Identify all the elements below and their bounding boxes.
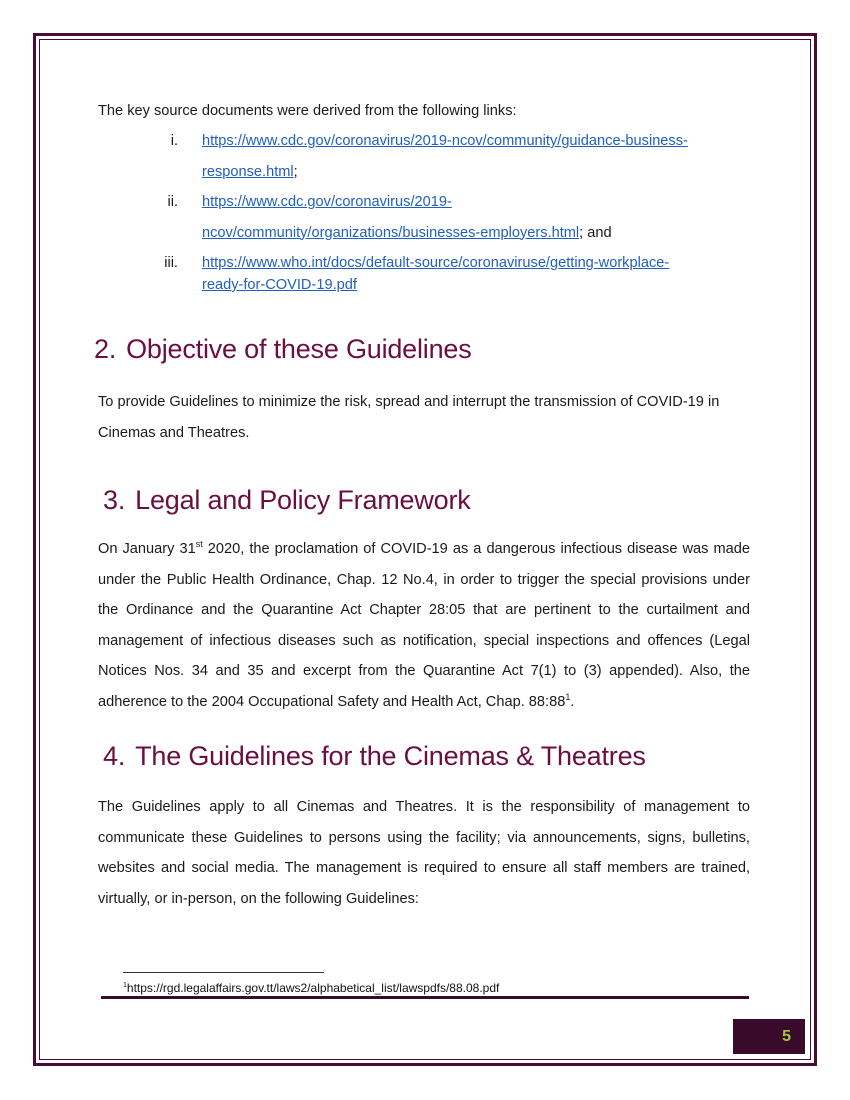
section-number: 2. [94, 334, 117, 364]
source-link-cdc-business[interactable]: https://www.cdc.gov/coronavirus/2019-ncov/community/guidance-business- response.html [202, 133, 688, 180]
section-title: Legal and Policy Framework [135, 485, 471, 515]
footnote-reference: 1 [565, 691, 571, 702]
section-number: 3. [103, 485, 126, 515]
source-links-list [98, 126, 750, 296]
section-2-body: To provide Guidelines to minimize the risk, spread and interrupt the transmission of COVID-19 in Cinemas and Theatres. [98, 394, 720, 441]
section-title: The Guidelines for the Cinemas & Theatres [135, 741, 646, 771]
page-number: 5 [782, 1027, 791, 1045]
list-numeral: i. [170, 133, 178, 149]
footnote-text: https://rgd.legalaffairs.gov.tt/laws2/alphabetical_list/lawspdfs/88.08.pdf [126, 981, 500, 995]
page-content [94, 96, 750, 914]
source-link-cdc-employers[interactable]: https://www.cdc.gov/coronavirus/2019- ncov/community/organizations/businesses-employers.html [202, 194, 580, 241]
section-number: 4. [103, 741, 126, 771]
list-item [98, 187, 750, 248]
list-numeral: iii. [164, 255, 178, 271]
section-title: Objective of these Guidelines [126, 334, 472, 364]
footer-rule [101, 996, 749, 999]
section-2-heading [94, 334, 750, 365]
link-suffix: ; [293, 163, 298, 180]
sources-intro: The key source documents were derived from the following links: [98, 103, 517, 119]
source-link-who-workplace[interactable]: https://www.who.int/docs/default-source/coronaviruse/getting-workplace- ready-for-COVID-19.pdf [202, 255, 670, 293]
list-item [98, 252, 750, 296]
section-3-body: On January 31st 2020, the proclamation of COVID-19 as a dangerous infectious disease was made under the Public Health Ordinance, Chap. 12 No.4, in order to trigger the special provisions under the Ordinance and the Quarantine Act Chapter 28:05 that are pertinent to the curtailment and management of infectious diseases such as notification, special inspections and offences (Legal Notices Nos. 34 and 35 and excerpt from the Quarantine Act 7(1) to (3) appended). Also, the adherence to the 2004 Occupational Safety and Health Act, Chap. $88:88^1$. [98, 539, 750, 710]
section-4-body: The Guidelines apply to all Cinemas and Theatres. It is the responsibility of management to communicate these Guidelines to persons using the facility; via announcements, signs, bulletins, websites and social media. The management is required to ensure all staff members are trained, virtually, or in-person, on the following Guidelines: [98, 799, 750, 907]
section-3-heading [103, 485, 750, 516]
link-suffix: ; and [579, 224, 612, 241]
footnote [123, 981, 499, 995]
list-numeral: ii. [167, 194, 178, 210]
section-4-heading [103, 741, 750, 772]
list-item [98, 126, 750, 187]
footnote-separator [123, 972, 324, 973]
page-number-box [733, 1019, 805, 1054]
footnote-mark: 1 [123, 982, 127, 989]
